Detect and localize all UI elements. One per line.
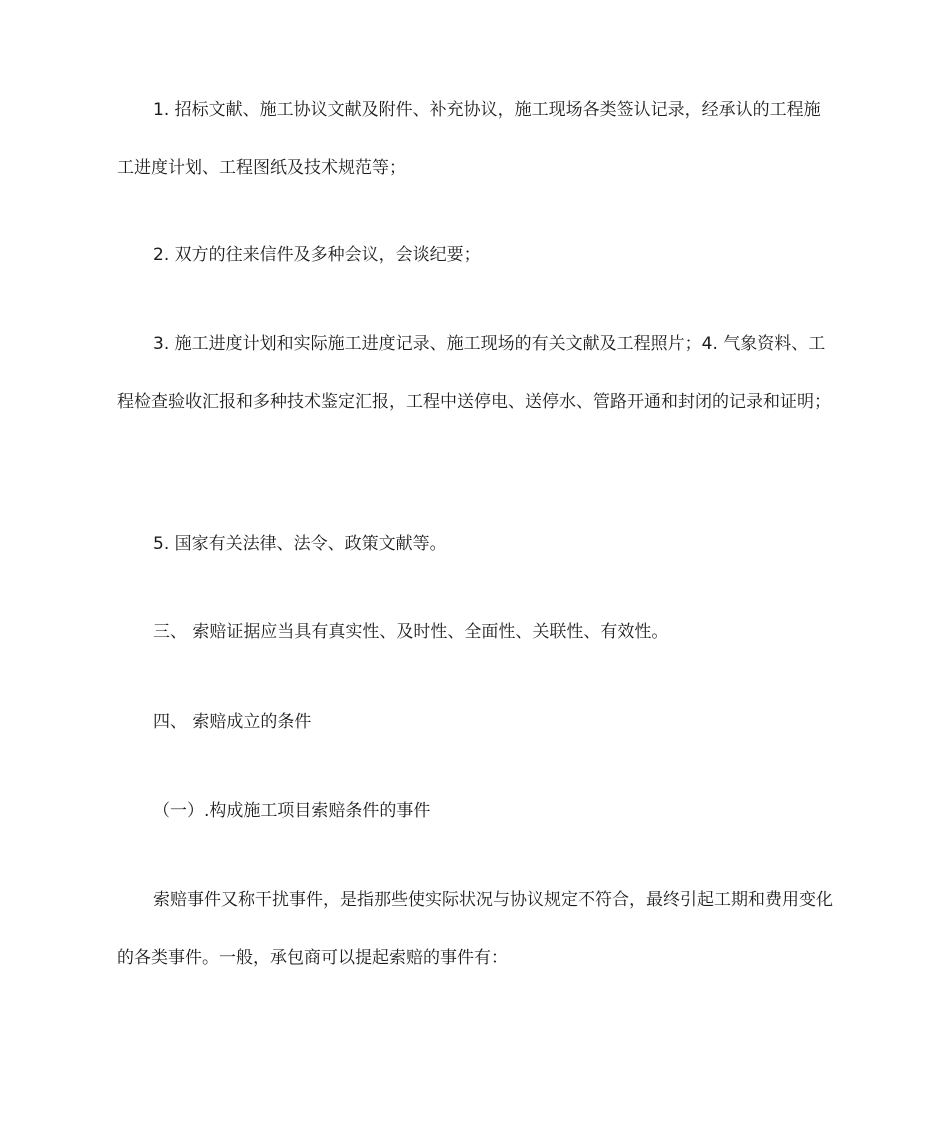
section-heading-four: 四、 索赔成立的条件 [153,712,312,732]
paragraph-evidence-item-5: 5. 国家有关法律、法令、政策文献等。 [153,534,447,554]
subsection-heading-one: （一）.构成施工项目索赔条件的事件 [153,801,431,821]
paragraph-evidence-item-2: 2. 双方的往来信件及多种会议，会谈纪要； [153,245,481,265]
paragraph-evidence-item-1: 1. 招标文献、施工协议文献及附件、补充协议，施工现场各类签认记录，经承认的工程施工进度计划、工程图纸及技术规范等； [117,100,821,178]
paragraph-evidence-item-3-4: 3. 施工进度计划和实际施工进度记录、施工现场的有关文献及工程照片；4. 气象资料、工程检查验收汇报和多种技术鉴定汇报，工程中送停电、送停水、管路开通和封闭的记录和证明； [117,334,831,412]
section-heading-three: 三、 索赔证据应当具有真实性、及时性、全面性、关联性、有效性。 [153,622,669,642]
paragraph-claim-events: 索赔事件又称干扰事件，是指那些使实际状况与协议规定不符合，最终引起工期和费用变化的各类事件。一般，承包商可以提起索赔的事件有： [117,890,833,968]
